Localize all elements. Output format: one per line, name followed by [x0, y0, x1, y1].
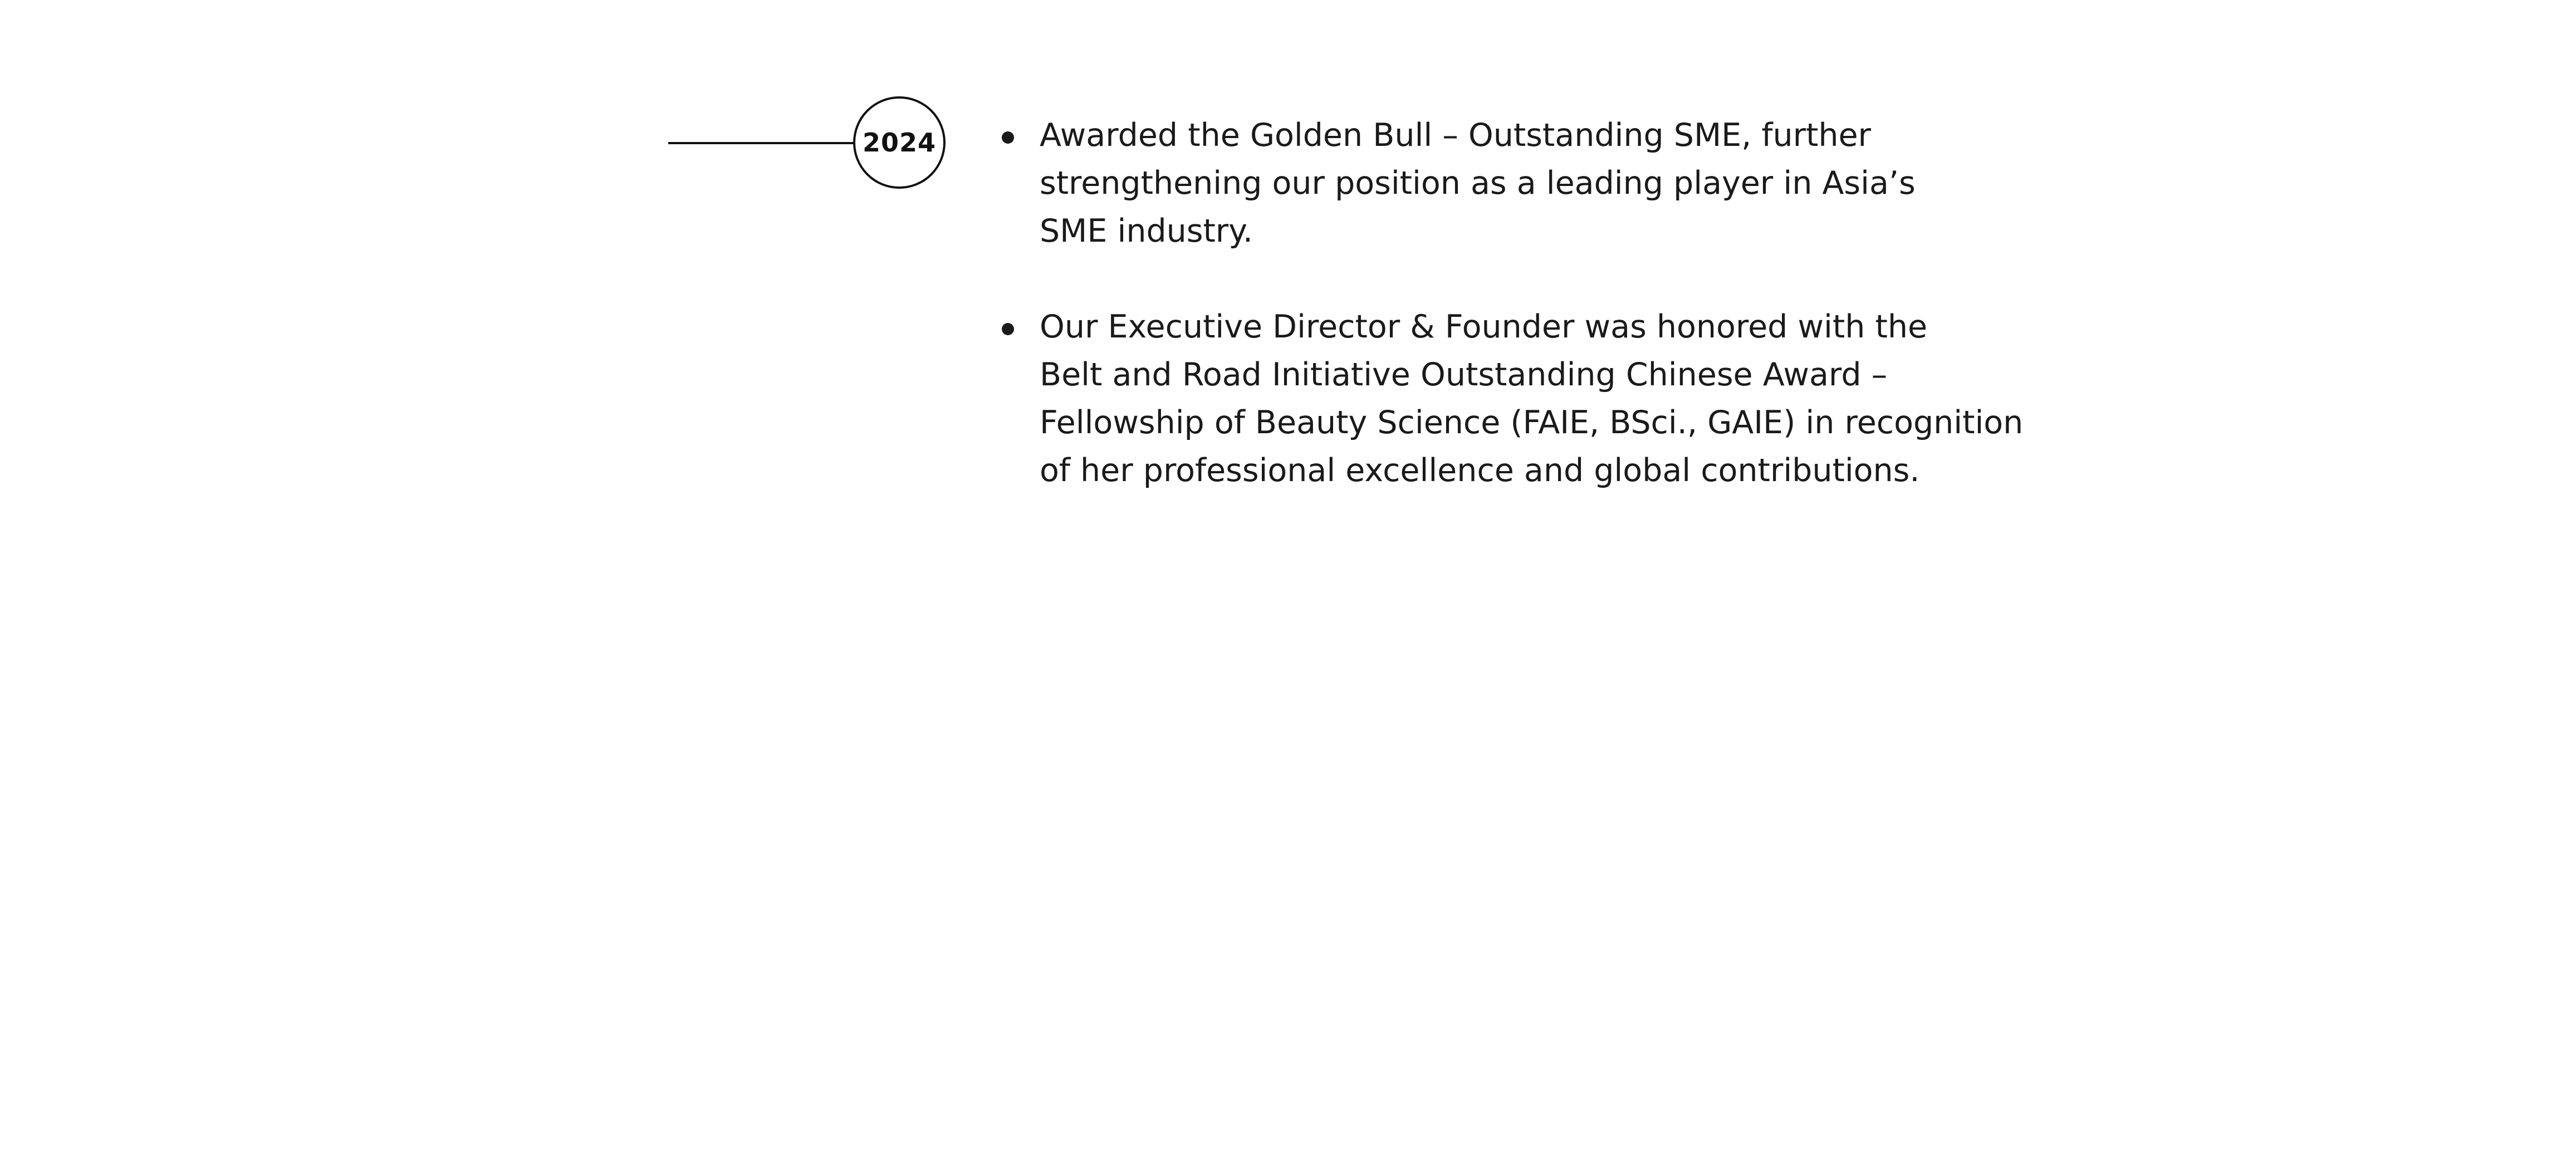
bullet-icon [1002, 131, 1014, 144]
year-marker [853, 96, 946, 189]
achievement-item [1000, 303, 2024, 494]
timeline-connector-line [668, 142, 855, 144]
achievement-text-line: strengthening our position as a leading player in Asia’s [1040, 165, 1916, 202]
achievement-text-line: Belt and Road Initiative Outstanding Chinese Award – [1040, 356, 1888, 393]
achievement-text-line: Fellowship of Beauty Science (FAIE, BSci., GAIE) in recognition [1040, 404, 2024, 441]
year-label: 2024 [862, 128, 937, 158]
bullet-icon [1002, 323, 1014, 335]
achievement-text-line: of her professional excellence and global contributions. [1040, 452, 1920, 489]
achievement-text-line: SME industry. [1040, 213, 1253, 249]
achievements-list [1000, 111, 2024, 542]
achievement-text-line: Our Executive Director & Founder was honored with the [1040, 308, 1928, 345]
achievement-item [1000, 111, 1974, 255]
achievement-text-line: Awarded the Golden Bull – Outstanding SME, further [1040, 117, 1871, 154]
